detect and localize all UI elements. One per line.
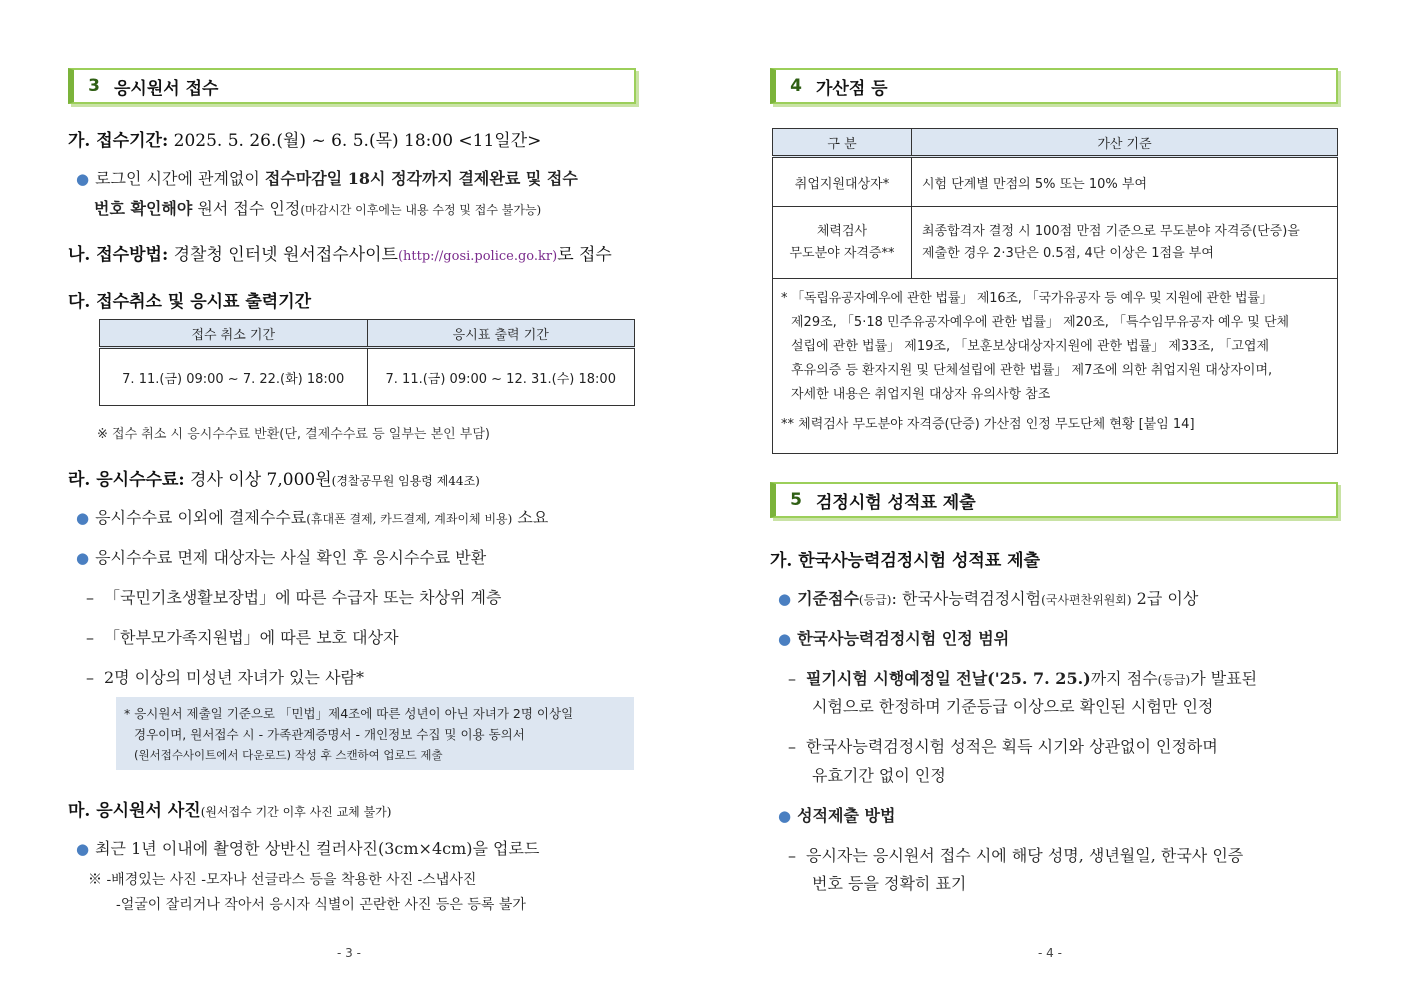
heading-label: 가. 접수기간: xyxy=(68,131,169,151)
section-4-header xyxy=(770,68,1338,104)
dash-item-validity xyxy=(788,734,1218,757)
bullet-submission-method xyxy=(778,803,895,826)
bullet-fee-extra xyxy=(76,505,548,528)
dash-item-3 xyxy=(86,665,364,688)
section-number: 5 xyxy=(790,490,802,510)
heading-ga xyxy=(68,126,541,151)
bullet-icon: ● xyxy=(76,170,90,188)
small-text: (등급) xyxy=(1157,673,1191,687)
note-line: (원서접수사이트에서 다운로드) 작성 후 스캔하여 업로드 제출 xyxy=(134,748,443,762)
text: 로 접수 xyxy=(557,245,612,265)
text: 응시수수료 이외에 결제수수료 xyxy=(95,508,307,527)
heading-ga xyxy=(770,546,1040,571)
text: : 한국사능력검정시험 xyxy=(891,589,1042,608)
bullet-icon: ● xyxy=(76,840,90,858)
small-text: (휴대폰 결제, 카드결제, 계좌이체 비용) xyxy=(306,512,513,526)
table-footnotes xyxy=(772,279,1338,454)
page-3 xyxy=(0,0,700,992)
small-text: (경찰공무원 임용령 제44조) xyxy=(331,474,480,488)
small-text: (등급) xyxy=(858,593,892,607)
bullet-deadline xyxy=(76,166,578,189)
table-cell xyxy=(773,207,912,279)
website-link[interactable]: (http://gosi.police.go.kr) xyxy=(397,249,558,264)
section-number: 4 xyxy=(790,76,802,96)
table-cell: 취업지원대상자* xyxy=(773,157,912,207)
dash-icon: – xyxy=(86,668,94,687)
text: 응시자는 응시원서 접수 시에 해당 성명, 생년월일, 한국사 인증 xyxy=(806,846,1244,865)
bold-text: 접수마감일 18시 정각까지 결제완료 및 접수 xyxy=(264,169,578,188)
bullet-icon: ● xyxy=(778,590,792,608)
footnote-line: * 「독립유공자예우에 관한 법률」 제16조, 「국가유공자 등 예우 및 지원에 관한 법률」 xyxy=(781,291,1273,306)
table-header: 응시표 출력 기간 xyxy=(367,320,635,348)
text: 「한부모가족지원법」에 따른 보호 대상자 xyxy=(104,628,399,647)
minor-children-note xyxy=(116,697,634,770)
table-cell: 7. 11.(금) 09:00 ~ 7. 22.(화) 18:00 xyxy=(100,348,368,406)
table-cell xyxy=(912,207,1338,279)
table-header: 가산 기준 xyxy=(912,129,1338,157)
bullet-standard-score xyxy=(778,586,1198,609)
table-header: 구 분 xyxy=(773,129,912,157)
text: 원서 접수 인정 xyxy=(192,199,301,218)
cell-line: 체력검사 xyxy=(816,223,868,239)
footnote-line: 설립에 관한 법률」 제19조, 「보훈보상대상자지원에 관한 법률」 제33조, 「고엽제 xyxy=(791,339,1270,354)
cell-line: 무도분야 자격증** xyxy=(789,245,895,261)
bold-text: 필기시험 시행예정일 전날('25. 7. 25.) xyxy=(806,669,1091,688)
dash-icon: – xyxy=(788,737,796,756)
bullet-icon: ● xyxy=(76,509,90,527)
page-number: - 4 - xyxy=(1038,946,1062,960)
heading-da xyxy=(68,287,311,312)
dash-item-validity-cont: 유효기간 없이 인정 xyxy=(812,766,946,785)
footnote-line: 후유의증 등 환자지원 및 단체설립에 관한 법률」 제7조에 의한 취업지원 대상자이며, xyxy=(791,363,1273,378)
bold-text: 성적제출 방법 xyxy=(797,806,896,825)
bullet-icon: ● xyxy=(76,549,90,567)
dash-item-1 xyxy=(86,585,501,608)
text: 응시수수료 면제 대상자는 사실 확인 후 응시수수료 반환 xyxy=(95,548,487,567)
text: 2급 이상 xyxy=(1131,589,1199,608)
dash-item-method xyxy=(788,843,1243,866)
text: 까지 점수 xyxy=(1090,669,1158,688)
text: 로그인 시간에 관계없이 xyxy=(95,169,265,188)
page-number: - 3 - xyxy=(337,946,361,960)
table-cell: 7. 11.(금) 09:00 ~ 12. 31.(수) 18:00 xyxy=(367,348,635,406)
dash-icon: – xyxy=(86,628,94,647)
bullet-photo xyxy=(76,836,539,859)
dash-icon: – xyxy=(788,846,796,865)
small-text: (국사편찬위원회) xyxy=(1041,593,1132,607)
dash-item-method-cont: 번호 등을 정확히 표기 xyxy=(812,874,967,893)
heading-label: 마. 응시원서 사진 xyxy=(68,801,201,821)
note-line: * 응시원서 제출일 기준으로 「민법」제4조에 따른 성년이 아닌 자녀가 2명 이상일 xyxy=(124,706,574,721)
dash-item-deadline-cont: 시험으로 한정하며 기준등급 이상으로 확인된 시험만 인정 xyxy=(812,697,1214,716)
bullet-icon: ● xyxy=(778,630,792,648)
heading-text: 2025. 5. 26.(월) ~ 6. 5.(목) 18:00 <11일간> xyxy=(168,131,542,151)
section-title: 검정시험 성적표 제출 xyxy=(816,492,976,513)
small-text: (마감시간 이후에는 내용 수정 및 접수 불가능) xyxy=(300,203,542,217)
refund-note: ※ 접수 취소 시 응시수수료 반환(단, 결제수수료 등 일부는 본인 부담) xyxy=(97,427,491,442)
heading-ma xyxy=(68,796,391,821)
bullet-deadline-cont xyxy=(94,196,541,219)
section-title: 가산점 등 xyxy=(816,78,888,99)
dash-item-2 xyxy=(86,625,399,648)
cell-line: 제출한 경우 2·3단은 0.5점, 4단 이상은 1점을 부여 xyxy=(922,245,1214,261)
heading-label: 라. 응시수수료: xyxy=(68,470,185,490)
text: 2명 이상의 미성년 자녀가 있는 사람* xyxy=(104,668,364,687)
text: 한국사능력검정시험 성적은 획득 시기와 상관없이 인정하며 xyxy=(806,737,1218,756)
bonus-points-table xyxy=(772,128,1338,279)
small-text: (원서접수 기간 이후 사진 교체 불가) xyxy=(200,805,392,819)
section-5-header xyxy=(770,482,1338,518)
dash-item-deadline xyxy=(788,666,1257,689)
cancel-print-period-table xyxy=(99,319,635,406)
bold-text: 기준점수 xyxy=(797,589,859,608)
footnote-line: 자세한 내용은 취업지원 대상자 유의사항 참조 xyxy=(791,387,1051,402)
text: 「국민기초생활보장법」에 따른 수급자 또는 차상위 계층 xyxy=(104,588,502,607)
text: 경사 이상 7,000원 xyxy=(184,470,332,490)
note-line: 경우이며, 원서접수 시 - 가족관계증명서 - 개인정보 수집 및 이용 동의서 xyxy=(134,727,525,742)
page-4 xyxy=(700,0,1403,992)
cell-line: 최종합격자 결정 시 100점 만점 기준으로 무도분야 자격증(단증)을 xyxy=(922,223,1300,239)
bold-text: 한국사능력검정시험 인정 범위 xyxy=(797,629,1010,648)
table-cell: 시험 단계별 만점의 5% 또는 10% 부여 xyxy=(912,157,1338,207)
footnote-line: 제29조, 「5·18 민주유공자예우에 관한 법률」 제20조, 「특수임무유공자 예우 및 단체 xyxy=(791,315,1290,330)
text: 경찰청 인터넷 원서접수사이트 xyxy=(168,245,398,265)
section-3-header xyxy=(68,68,636,104)
bullet-fee-exempt xyxy=(76,545,486,568)
heading-label: 다. 접수취소 및 응시표 출력기간 xyxy=(68,292,312,312)
heading-label: 가. 한국사능력검정시험 성적표 제출 xyxy=(770,551,1041,571)
bold-text: 번호 확인해야 xyxy=(94,199,193,218)
photo-note-1: ※ ‐배경있는 사진 ‐모자나 선글라스 등을 착용한 사진 ‐스냅사진 xyxy=(88,872,477,888)
heading-na xyxy=(68,240,612,265)
dash-icon: – xyxy=(86,588,94,607)
section-number: 3 xyxy=(88,76,100,96)
table-header: 접수 취소 기간 xyxy=(100,320,368,348)
heading-label: 나. 접수방법: xyxy=(68,245,169,265)
text: 최근 1년 이내에 촬영한 상반신 컬러사진(3cm×4cm)을 업로드 xyxy=(95,839,540,858)
text: 소요 xyxy=(512,508,549,527)
photo-note-2: ‐얼굴이 잘리거나 작아서 응시자 식별이 곤란한 사진 등은 등록 불가 xyxy=(116,897,526,913)
text: 가 발표된 xyxy=(1190,669,1258,688)
footnote-line: ** 체력검사 무도분야 자격증(단증) 가산점 인정 무도단체 현황 [붙임 14] xyxy=(781,417,1195,432)
bullet-icon: ● xyxy=(778,807,792,825)
heading-ra xyxy=(68,465,480,490)
bullet-recognition-range xyxy=(778,626,1009,649)
dash-icon: – xyxy=(788,669,796,688)
section-title: 응시원서 접수 xyxy=(114,78,219,99)
